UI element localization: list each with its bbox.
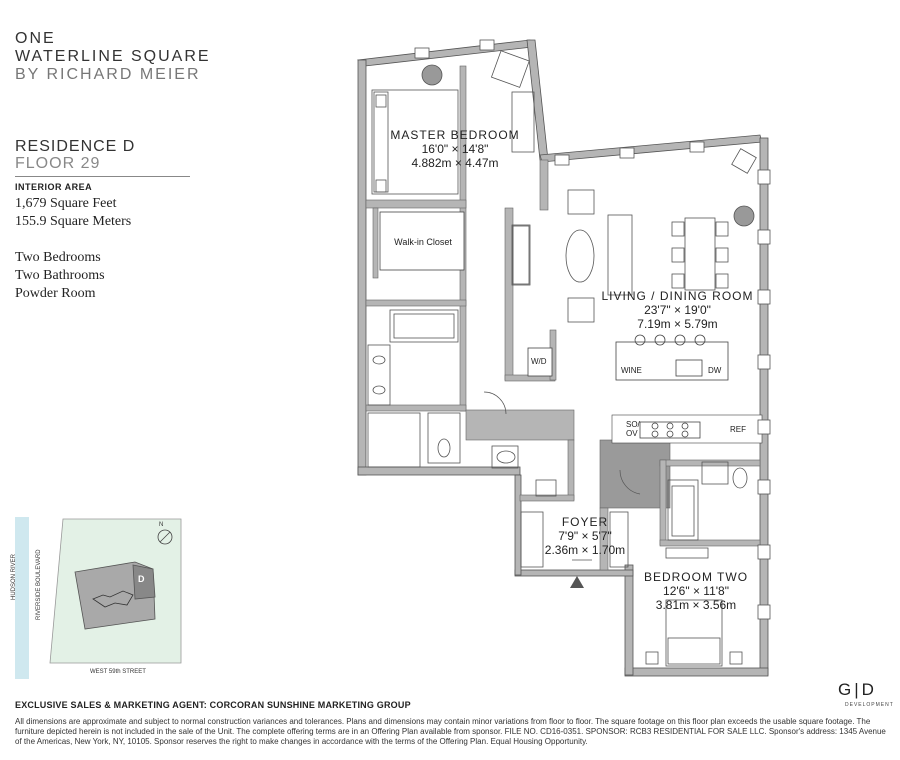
residence-name: RESIDENCE D (15, 138, 136, 155)
foyer-metric: 2.36m × 1.70m (544, 543, 626, 557)
feature-bathrooms: Two Bathrooms (15, 268, 105, 283)
unit-d-marker: D (138, 574, 145, 584)
building-name-line2: WATERLINE SQUARE (15, 48, 211, 65)
living-dining-imperial: 23'7" × 19'0" (644, 303, 711, 317)
north-label: N (159, 522, 164, 528)
living-dining-metric: 7.19m × 5.79m (637, 317, 718, 331)
building-name-line1: ONE (15, 30, 56, 47)
area-square-meters: 155.9 Square Meters (15, 214, 132, 229)
wine-fridge-label: WINE (621, 366, 642, 375)
floor-number: FLOOR 29 (15, 155, 101, 172)
feature-powder-room: Powder Room (15, 286, 96, 301)
stove-oven-label-line2: OV (626, 429, 638, 438)
bedroom-two-metric: 3.81m × 3.56m (655, 598, 737, 612)
hudson-river-label: HUDSON RIVER (11, 553, 17, 600)
bedroom-two-name: BEDROOM TWO (643, 570, 749, 584)
area-square-feet: 1,679 Square Feet (15, 196, 117, 211)
dishwasher-label: DW (708, 366, 722, 375)
master-bedroom-imperial: 16'0" × 14'8" (421, 142, 489, 156)
foyer-label (535, 515, 635, 557)
developer-logo-subtitle: DEVELOPMENT (845, 702, 894, 708)
legal-disclaimer: All dimensions are approximate and subject to normal construction variances and tolerances. Plans and dimensions may contain minor variations from floor to floor. The square footage on this floor plan exceeds the usable square footage. The furniture depicted herein is not included in the sale of the Unit. The complete offering terms are in an Offering Plan available from sponsor. FILE NO. CD16-0351. SPONSOR: RCB3 RESIDENTIAL FOR SALE LLC. Sponsor's address: 1345 Avenue of the Americas, New York, NY, 10105. Sponsor reserves the right to make changes in accordance with the terms of the Offering Plan. Equal Housing Opportunity. (15, 717, 886, 746)
sales-agent-line: EXCLUSIVE SALES & MARKETING AGENT: CORCORAN SUNSHINE MARKETING GROUP (15, 700, 411, 710)
master-bedroom-name: MASTER BEDROOM (390, 128, 520, 142)
interior-area-heading: INTERIOR AREA (15, 182, 93, 192)
foyer-imperial: 7'9" × 5'7" (558, 529, 612, 543)
walk-in-closet-label: Walk-in Closet (394, 237, 452, 247)
west-59th-street-label: WEST 59th STREET (90, 669, 146, 675)
building-architect-line: BY RICHARD MEIER (15, 66, 201, 83)
refrigerator-label: REF (730, 425, 746, 434)
river-strip (15, 517, 29, 679)
stove-oven-label-line1: SO/ (626, 420, 640, 429)
bedroom-two-label (636, 570, 756, 612)
bedroom-two-imperial: 12'6" × 11'8" (663, 584, 729, 598)
master-bedroom-label (380, 128, 530, 170)
master-bedroom-metric: 4.882m × 4.47m (411, 156, 499, 170)
living-dining-name: LIVING / DINING ROOM (601, 289, 754, 303)
master-bath-fixtures (368, 310, 460, 467)
entry-arrow-icon (570, 576, 584, 588)
master-bedroom-furniture (372, 51, 534, 194)
living-dining-label (590, 289, 765, 331)
foyer-name: FOYER (561, 515, 609, 529)
riverside-boulevard-label: RIVERSIDE BOULEVARD (36, 549, 42, 620)
washer-dryer-label: W/D (531, 357, 547, 366)
developer-logo: G|D (838, 680, 877, 699)
feature-bedrooms: Two Bedrooms (15, 250, 101, 265)
